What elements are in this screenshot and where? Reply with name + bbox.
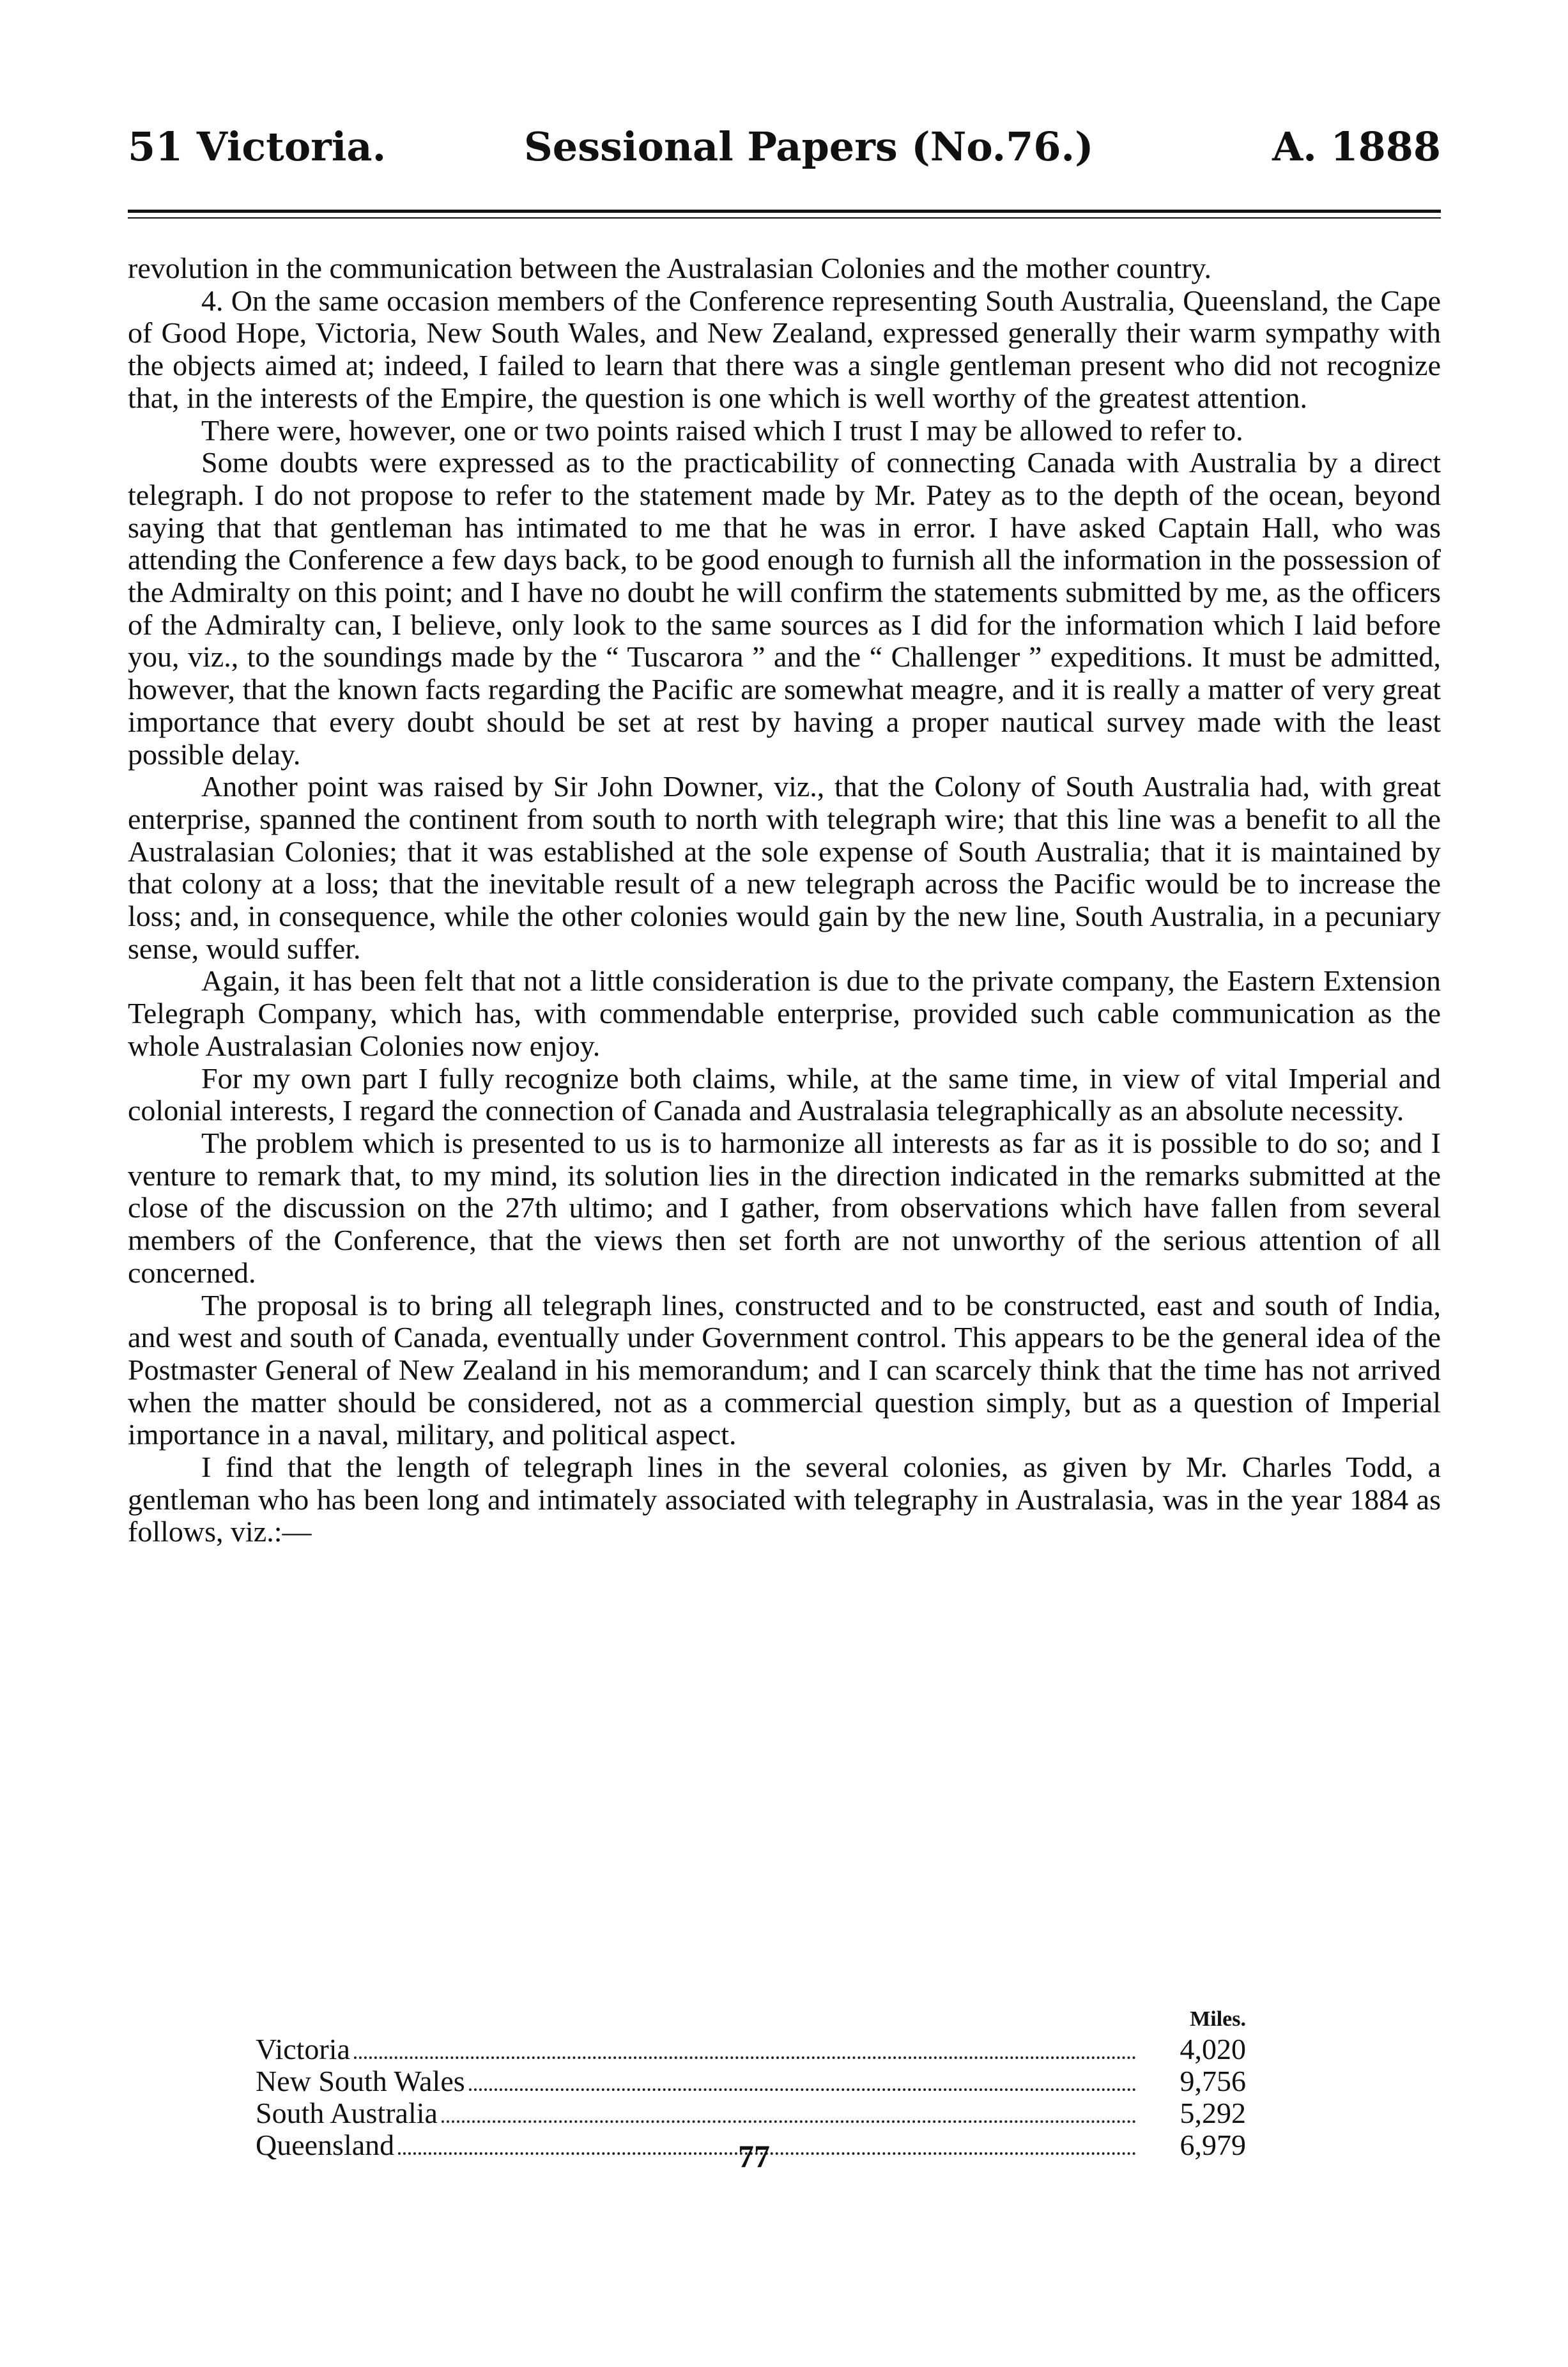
paragraph: The proposal is to bring all telegraph lines, constructed and to be constructed, east and south of India, and west and south of Canada, eventually under Government control. This appears to be the general idea of the Postmaster General of New Zealand in his memorandum; and I can scarcely think that the time has not arrived when the matter should be considered, not as a commercial question simply, but as a question of Imperial importance in a naval, military, and political aspect. xyxy=(128,1288,1441,1451)
header-rule-thin xyxy=(128,217,1441,219)
dot-leader xyxy=(442,2120,1136,2123)
table-row xyxy=(256,2065,1246,2097)
header-session: 51 Victoria. xyxy=(128,123,387,170)
table-row xyxy=(256,2033,1246,2065)
miles-value: 4,020 xyxy=(1180,2033,1246,2065)
miles-value: 9,756 xyxy=(1180,2065,1246,2097)
paragraph: Another point was raised by Sir John Downer, viz., that the Colony of South Australia had, with great enterprise, spanned the continent from south to north with telegraph wire; that this line was a benefit to all the Australasian Colonies; that it was established at the sole expense of South Australia; that it is maintained by that colony at a loss; that the inevitable result of a new telegraph across the Pacific would be to increase the loss; and, in consequence, while the other colonies would gain by the new line, South Australia, in a pecuniary sense, would suffer. xyxy=(128,770,1441,965)
paragraph: The problem which is presented to us is to harmonize all interests as far as it is possible to do so; and I venture to remark that, to my mind, its solution lies in the direction indicated in the remarks submitted at the close of the discussion on the 27th ultimo; and I gather, from observations which have fallen from several members of the Conference, that the views then set forth are not unworthy of the serious attention of all concerned. xyxy=(128,1126,1441,1289)
body-text xyxy=(128,252,1441,1548)
colony-name: Victoria xyxy=(256,2033,350,2065)
paragraph: 4. On the same occasion members of the Conference representing South Australia, Queensland, the Cape of Good Hope, Victoria, New South Wales, and New Zealand, expressed generally their warm sympathy with the objects aimed at; indeed, I failed to learn that there was a single gentleman present who did not recognize that, in the interests of the Empire, the question is one which is well worthy of the greatest attention. xyxy=(128,284,1441,414)
miles-value: 5,292 xyxy=(1180,2097,1246,2129)
header-rule-thick xyxy=(128,210,1441,213)
paragraph: I find that the length of telegraph lines in the several colonies, as given by Mr. Charles Todd, a gentleman who has been long and intimately associated with telegraphy in Australasia, was in the year 1884 as follows, viz.:— xyxy=(128,1451,1441,1548)
colony-name: South Australia xyxy=(256,2097,438,2129)
paragraph: Again, it has been felt that not a little consideration is due to the private company, the Eastern Extension Telegraph Company, which has, with commendable enterprise, provided such cable communication as the whole Australasian Colonies now enjoy. xyxy=(128,964,1441,1062)
dot-leader xyxy=(469,2088,1136,2091)
dot-leader xyxy=(354,2056,1136,2059)
paragraph: revolution in the communication between the Australasian Colonies and the mother country. xyxy=(128,252,1212,284)
colony-name: New South Wales xyxy=(256,2065,465,2097)
page-header xyxy=(128,118,1441,176)
table-row xyxy=(256,2097,1246,2129)
colony-name: Queensland xyxy=(256,2129,395,2161)
paragraph: Some doubts were expressed as to the practicability of connecting Canada with Australia by a direct telegraph. I do not propose to refer to the statement made by Mr. Patey as to the depth of the ocean, beyond saying that that gentleman has intimated to me that he was in error. I have asked Captain Hall, who was attending the Conference a few days back, to be good enough to furnish all the information in the possession of the Admiralty on this point; and I have no doubt he will confirm the statements submitted by me, as the officers of the Admiralty can, I believe, only look to the same sources as I did for the information which I laid before you, viz., to the soundings made by the “ Tuscarora ” and the “ Challenger ” expeditions. It must be admitted, however, that the known facts regarding the Pacific are somewhat meagre, and it is really a matter of very great importance that every doubt should be set at rest by having a proper nautical survey made with the least possible delay. xyxy=(128,446,1441,771)
paragraph: There were, however, one or two points raised which I trust I may be allowed to refer to. xyxy=(201,413,1243,447)
header-year: A. 1888 xyxy=(1272,123,1441,170)
header-title: Sessional Papers (No.76.) xyxy=(524,123,1094,170)
page-number: 77 xyxy=(738,2138,770,2174)
miles-value: 6,979 xyxy=(1180,2129,1246,2161)
paragraph: For my own part I fully recognize both claims, while, at the same time, in view of vital Imperial and colonial interests, I regard the connection of Canada and Australasia telegraphically as an absolute necessity. xyxy=(128,1061,1441,1127)
table-unit-header: Miles. xyxy=(1190,2007,1246,2031)
